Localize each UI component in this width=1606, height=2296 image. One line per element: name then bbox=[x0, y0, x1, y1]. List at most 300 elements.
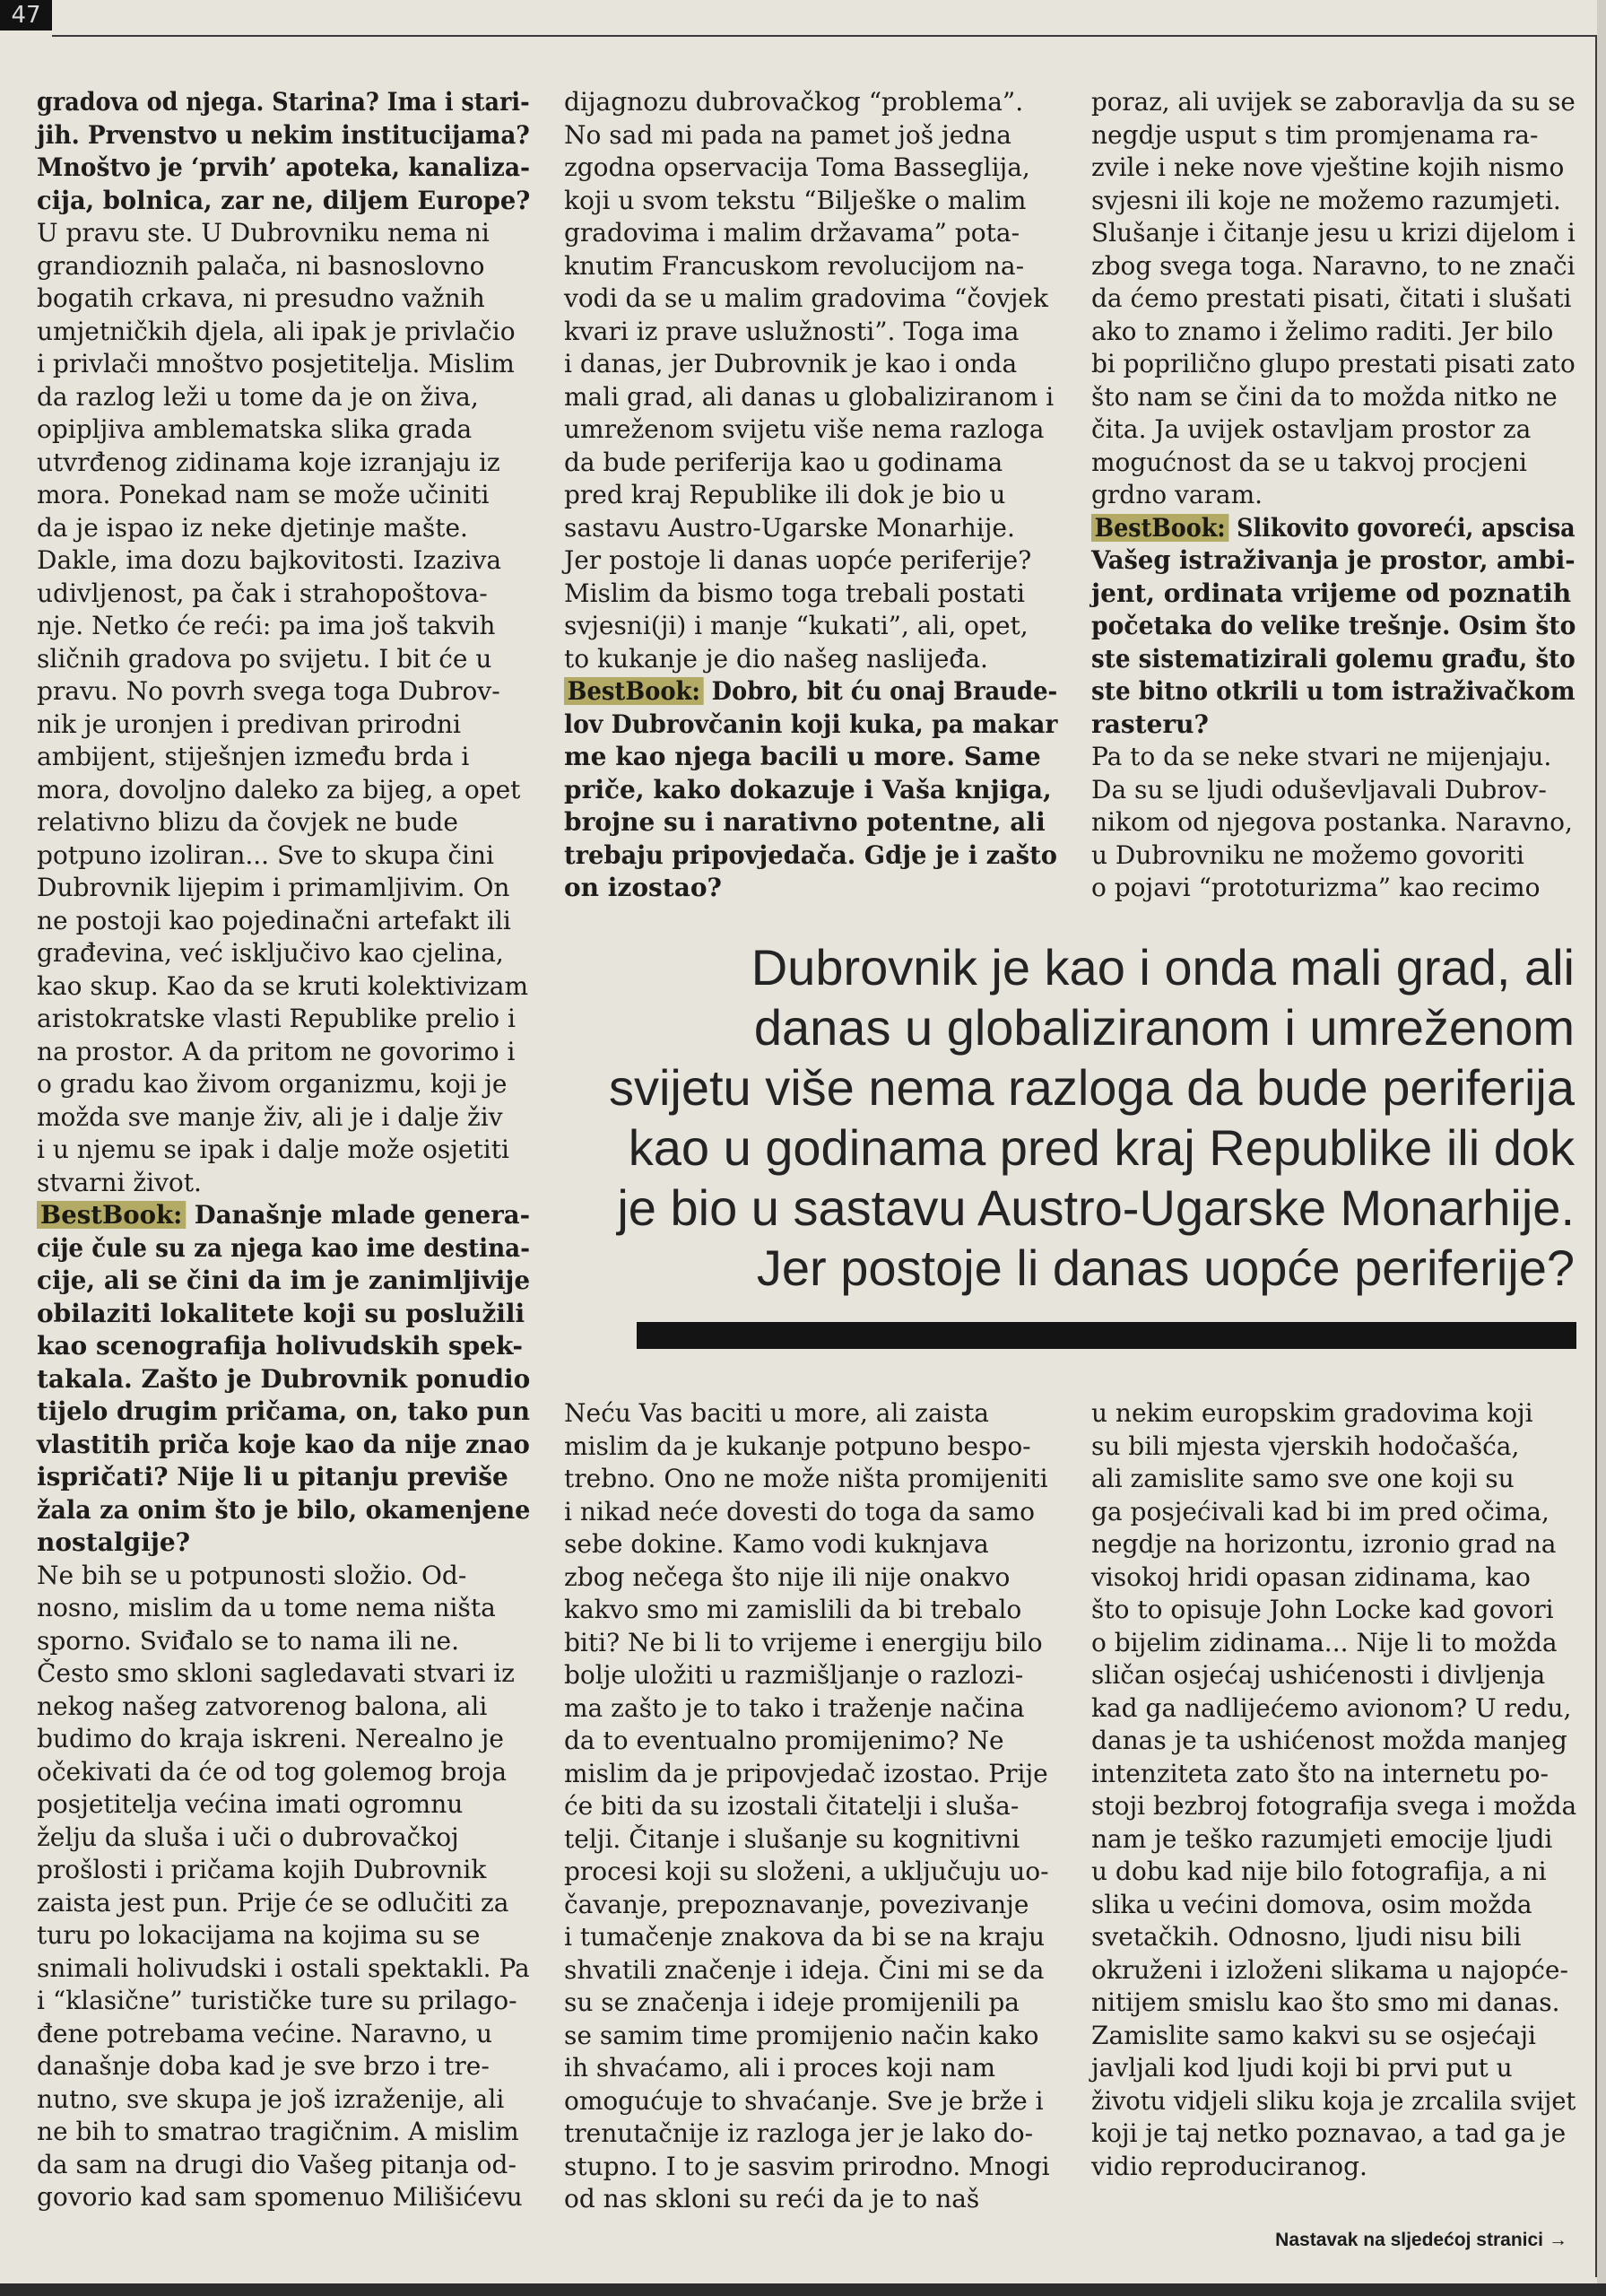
line-text: ne bih to smatrao tragičnim. A mislim bbox=[37, 2117, 519, 2146]
line-text: današnje doba kad je sve brzo i tre- bbox=[37, 2051, 490, 2081]
question-line bbox=[564, 774, 1057, 807]
line-text: Dobro, bit ću onaj Braude- bbox=[711, 676, 1058, 706]
article-line bbox=[37, 250, 530, 283]
line-text: relativno blizu da čovjek ne bude bbox=[37, 807, 458, 837]
line-text: na prostor. A da pritom ne govorimo i bbox=[37, 1036, 516, 1066]
article-line bbox=[1091, 348, 1576, 381]
article-line bbox=[564, 1790, 1057, 1823]
article-line bbox=[1091, 2085, 1576, 2118]
line-text: Ne bih se u potpunosti složio. Od- bbox=[37, 1560, 467, 1590]
article-line bbox=[564, 1627, 1057, 1660]
line-text: i “klasične” turističke ture su prilago- bbox=[37, 1986, 517, 2015]
line-text: trenutačnije iz razloga jer je lako do- bbox=[564, 2118, 1034, 2148]
line-text: u dobu kad nije bilo fotografija, a ni bbox=[1091, 1857, 1547, 1886]
article-line bbox=[564, 1987, 1057, 2020]
article-line bbox=[37, 741, 530, 774]
line-text: prošlosti i pričama kojih Dubrovnik bbox=[37, 1855, 487, 1884]
line-text: gradova od njega. Starina? Ima i stari- bbox=[37, 87, 530, 117]
article-line bbox=[564, 1889, 1057, 1922]
line-text: svetačkih. Odnosno, ljudi nisu bili bbox=[1091, 1922, 1522, 1952]
line-text: ispričati? Nije li u pitanju previše bbox=[37, 1462, 508, 1492]
line-text: o bijelim zidinama... Nije li to možda bbox=[1091, 1627, 1558, 1657]
header-rule bbox=[52, 35, 1596, 37]
article-line bbox=[1091, 479, 1576, 512]
article-line bbox=[37, 1625, 530, 1658]
line-text: rasteru? bbox=[1091, 709, 1209, 739]
line-text: se samim time promijenio način kako bbox=[564, 2020, 1039, 2050]
line-text: bolje uložiti u razmišljanje o razlozi- bbox=[564, 1660, 1024, 1690]
article-line bbox=[37, 643, 530, 676]
article-line bbox=[564, 2052, 1057, 2085]
line-text: vidio reproduciranog. bbox=[1091, 2151, 1367, 2181]
question-line bbox=[37, 1265, 531, 1298]
line-text: stupno. I to je sasvim prirodno. Mnogi bbox=[564, 2151, 1050, 2181]
question-line bbox=[37, 185, 531, 218]
line-text: Mnoštvo je ‘prvih’ apoteka, kanaliza- bbox=[37, 152, 531, 182]
line-text: kad ga nadlijećemo avionom? U redu, bbox=[1091, 1692, 1572, 1723]
article-line bbox=[37, 905, 530, 938]
column-1 bbox=[37, 86, 530, 2214]
line-text: trebno. Ono ne može ništa promijeniti bbox=[564, 1464, 1048, 1493]
line-text: trebaju pripovjedača. Gdje je i zašto bbox=[564, 839, 1057, 870]
article-line bbox=[37, 1723, 530, 1756]
article-line bbox=[1091, 1496, 1576, 1529]
article-line bbox=[37, 2181, 530, 2214]
line-text: Dubrovnik lijepim i primamljivim. On bbox=[37, 873, 510, 902]
line-text: životu vidjeli sliku koja je zrcalila svijet bbox=[1091, 2085, 1576, 2116]
question-line bbox=[564, 709, 1058, 742]
article-line bbox=[1091, 1594, 1576, 1627]
line-text: to kukanje je dio našeg naslijeđa. bbox=[564, 643, 988, 674]
bestbook-label: BestBook: bbox=[1091, 514, 1228, 542]
line-text: početaka do velike trešnje. Osim što bbox=[1091, 611, 1576, 640]
article-line bbox=[37, 1592, 530, 1625]
line-text: zvile i neke nove vještine kojih nismo bbox=[1091, 152, 1565, 182]
article-line bbox=[37, 1756, 530, 1789]
line-text: posjetitelja većina imati ogromnu bbox=[37, 1789, 464, 1819]
page-border-right bbox=[1595, 35, 1597, 2277]
answer-paragraph bbox=[1091, 1397, 1576, 2183]
article-line bbox=[37, 1854, 530, 1887]
answer-paragraph bbox=[1091, 86, 1576, 512]
line-text: ne postoji kao pojedinačni artefakt ili bbox=[37, 905, 511, 935]
article-line bbox=[37, 774, 530, 807]
line-text: mali grad, ali danas u globaliziranom i bbox=[564, 381, 1055, 412]
line-text: sličan osjećaj ushićenosti i divljenja bbox=[1091, 1660, 1546, 1690]
question-line bbox=[1091, 578, 1576, 611]
question-line bbox=[1091, 610, 1576, 643]
line-text: dijagnozu dubrovačkog “problema”. bbox=[564, 87, 1024, 117]
line-text: i tumačenje znakova da bi se na kraju bbox=[564, 1922, 1046, 1952]
line-text: bogatih crkava, ni presudno važnih bbox=[37, 283, 485, 313]
line-text: i privlači mnoštvo posjetitelja. Mislim bbox=[37, 349, 515, 378]
article-line bbox=[564, 86, 1057, 119]
column-3-top bbox=[1091, 86, 1576, 905]
line-text: cija, bolnica, zar ne, diljem Europe? bbox=[37, 185, 531, 215]
article-line bbox=[1091, 1758, 1576, 1791]
line-text: su se značenja i ideje promijenili pa bbox=[564, 1987, 1020, 2017]
line-text: mislim da je pripovjedač izostao. Prije bbox=[564, 1758, 1048, 1788]
line-text: jent, ordinata vrijeme od poznatih bbox=[1091, 578, 1572, 608]
article-line bbox=[1091, 152, 1576, 185]
line-text: ste bitno otkrili u tom istraživačkom bbox=[1091, 676, 1576, 706]
article-line bbox=[37, 675, 530, 709]
article-line bbox=[564, 1594, 1057, 1627]
article-line bbox=[564, 1528, 1057, 1561]
article-line bbox=[1091, 447, 1576, 480]
article-line bbox=[37, 709, 530, 742]
line-text: nje. Netko će reći: pa ima još takvih bbox=[37, 611, 496, 640]
page-number: 47 bbox=[0, 0, 52, 30]
line-text: Dakle, ima dozu bajkovitosti. Izaziva bbox=[37, 545, 502, 575]
article-line bbox=[37, 512, 530, 545]
article-line bbox=[1091, 1856, 1576, 1889]
article-line bbox=[564, 1758, 1057, 1791]
article-line bbox=[37, 316, 530, 349]
line-text: čita. Ja uvijek ostavljam prostor za bbox=[1091, 414, 1532, 444]
article-line bbox=[1091, 283, 1576, 316]
answer-paragraph bbox=[37, 217, 530, 1199]
line-text: da je ispao iz neke djetinje mašte. bbox=[37, 512, 468, 543]
pull-quote-line: danas u globaliziranom i umreženom bbox=[753, 999, 1575, 1056]
article-line bbox=[37, 479, 530, 512]
article-line bbox=[564, 2151, 1057, 2184]
line-text: Pa to da se neke stvari ne mijenjaju. bbox=[1091, 742, 1552, 771]
line-text: potpuno izoliran... Sve to skupa čini bbox=[37, 839, 494, 870]
line-text: kao scenografija holivudskih spek- bbox=[37, 1331, 523, 1361]
article-line bbox=[37, 937, 530, 970]
article-line bbox=[1091, 1561, 1576, 1595]
article-line bbox=[1091, 1397, 1576, 1431]
continued-label: Nastavak na sljedećoj stranici bbox=[1275, 2230, 1543, 2250]
bestbook-label: BestBook: bbox=[564, 677, 704, 705]
column-2-bottom bbox=[564, 1397, 1057, 2216]
line-text: mislim da je kukanje potpuno bespo- bbox=[564, 1431, 1031, 1461]
line-text: nam je teško razumjeti emocije ljudi bbox=[1091, 1823, 1553, 1854]
line-text: ih shvaćamo, ali i proces koji nam bbox=[564, 2053, 996, 2083]
article-line bbox=[37, 1788, 530, 1822]
answer-paragraph bbox=[37, 1560, 530, 2214]
article-line bbox=[1091, 1954, 1576, 1987]
question-line bbox=[564, 741, 1057, 774]
line-text: sličnih gradova po svijetu. I bit će u bbox=[37, 643, 492, 674]
article-line bbox=[564, 479, 1057, 512]
line-text: u nekim europskim gradovima koji bbox=[1091, 1398, 1533, 1428]
line-text: aristokratske vlasti Republike prelio i bbox=[37, 1004, 516, 1033]
line-text: žala za onim što je bilo, okamenjene bbox=[37, 1494, 531, 1525]
answer-paragraph bbox=[564, 1397, 1057, 2216]
pull-quote-line: svijetu više nema razloga da bude periferija bbox=[608, 1059, 1575, 1116]
question-line bbox=[37, 1526, 530, 1560]
article-line bbox=[37, 1822, 530, 1855]
line-text: da bude periferija kao u godinama bbox=[564, 447, 1003, 477]
line-text: Često smo skloni sagledavati stvari iz bbox=[37, 1658, 515, 1688]
line-text: bi poprilično glupo prestati pisati zato bbox=[1091, 349, 1576, 378]
line-text: negdje na horizontu, izronio grad na bbox=[1091, 1529, 1557, 1559]
line-text: on izostao? bbox=[564, 873, 722, 902]
article-line bbox=[1091, 119, 1576, 152]
article-line bbox=[564, 250, 1057, 283]
article-line bbox=[564, 283, 1057, 316]
line-text: stvarni život. bbox=[37, 1167, 202, 1197]
line-text: gradovima i malim državama” pota- bbox=[564, 218, 1020, 248]
line-text: Vašeg istraživanja je prostor, ambi- bbox=[1091, 545, 1576, 575]
line-text: đene potrebama većine. Naravno, u bbox=[37, 2018, 492, 2048]
line-text: ga posjećivali kad bi im pred očima, bbox=[1091, 1496, 1550, 1526]
question-line bbox=[37, 1461, 530, 1494]
line-text: zbog nečega što nije ili nije onakvo bbox=[564, 1561, 1011, 1592]
line-text: intenziteta zato što na internetu po- bbox=[1091, 1758, 1549, 1788]
question-line bbox=[37, 1232, 531, 1265]
answer-paragraph bbox=[1091, 741, 1576, 905]
article-line bbox=[37, 544, 530, 578]
column-2-top bbox=[564, 86, 1057, 905]
article-line bbox=[564, 512, 1057, 545]
line-text: što to opisuje John Locke kad govori bbox=[1091, 1595, 1554, 1624]
line-text: o gradu kao živom organizmu, koji je bbox=[37, 1069, 508, 1099]
line-text: No sad mi pada na pamet još jedna bbox=[564, 119, 1011, 150]
line-text: takala. Zašto je Dubrovnik ponudio bbox=[37, 1363, 531, 1394]
article-line bbox=[37, 2018, 530, 2051]
line-text: zaista jest pun. Prije će se odlučiti za bbox=[37, 1887, 509, 1918]
article-line bbox=[37, 2050, 530, 2083]
article-line bbox=[1091, 413, 1576, 447]
interview-question bbox=[37, 1199, 530, 1560]
line-text: ali zamislite samo sve one koji su bbox=[1091, 1464, 1515, 1493]
article-line bbox=[37, 872, 530, 905]
line-text: i nikad neće dovesti do toga da samo bbox=[564, 1496, 1036, 1526]
article-line bbox=[1091, 741, 1576, 774]
article-line bbox=[37, 1560, 530, 1593]
article-line bbox=[1091, 1528, 1576, 1561]
article-line bbox=[564, 217, 1057, 250]
article-line bbox=[1091, 381, 1576, 414]
line-text: lov Dubrovčanin koji kuka, pa makar bbox=[564, 709, 1058, 739]
line-text: očekivati da će od tog golemog broja bbox=[37, 1756, 508, 1787]
line-text: opipljiva amblematska slika grada bbox=[37, 414, 473, 444]
continued-note bbox=[1275, 2228, 1567, 2253]
scan-edge-bottom bbox=[0, 2283, 1606, 2296]
article-line bbox=[564, 643, 1057, 676]
line-text: da ćemo prestati pisati, čitati i slušati bbox=[1091, 283, 1572, 313]
article-line bbox=[1091, 1823, 1576, 1857]
article-line bbox=[1091, 185, 1576, 218]
article-line bbox=[37, 1134, 530, 1167]
article-line bbox=[564, 544, 1057, 578]
line-text: u Dubrovniku ne možemo govoriti bbox=[1091, 839, 1524, 870]
article-line bbox=[564, 1725, 1057, 1758]
question-line bbox=[1091, 512, 1576, 545]
line-text: javljali kod ljudi koji bi prvi put u bbox=[1091, 2053, 1513, 2083]
bestbook-label: BestBook: bbox=[37, 1201, 186, 1229]
line-text: brojne su i narativno potentne, ali bbox=[564, 807, 1046, 837]
line-text: udivljenost, pa čak i strahopoštova- bbox=[37, 578, 488, 608]
article-line bbox=[37, 610, 530, 643]
article-line bbox=[37, 2083, 530, 2117]
line-text: danas je ta ushićenost možda manjeg bbox=[1091, 1726, 1567, 1755]
article-line bbox=[1091, 1921, 1576, 1954]
article-line bbox=[1091, 217, 1576, 250]
question-line bbox=[1091, 709, 1576, 742]
article-line bbox=[1091, 1659, 1576, 1692]
question-line bbox=[37, 1363, 531, 1396]
line-text: me kao njega bacili u more. Same bbox=[564, 742, 1041, 771]
line-text: obilaziti lokalitete koji su poslužili bbox=[37, 1298, 525, 1328]
line-text: čavanje, prepoznavanje, povezivanje bbox=[564, 1889, 1029, 1919]
pull-quote-line: Dubrovnik je kao i onda mali grad, ali bbox=[751, 939, 1575, 996]
question-line bbox=[37, 86, 530, 119]
line-text: jih. Prvenstvo u nekim institucijama? bbox=[37, 119, 530, 150]
article-line bbox=[1091, 1431, 1576, 1464]
article-line bbox=[1091, 250, 1574, 283]
line-text: zgodna opservacija Toma Basseglija, bbox=[564, 152, 1030, 182]
question-line bbox=[37, 1494, 531, 1527]
article-line bbox=[564, 119, 1057, 152]
article-line bbox=[564, 1496, 1057, 1529]
question-line bbox=[37, 119, 530, 152]
pull-quote-line: Jer postoje li danas uopće periferije? bbox=[756, 1239, 1575, 1296]
line-text: kao skup. Kao da se kruti kolektivizam bbox=[37, 970, 529, 1001]
pull-quote-rule bbox=[637, 1322, 1576, 1349]
article-line bbox=[564, 152, 1057, 185]
article-line bbox=[1091, 2020, 1576, 2053]
article-line bbox=[564, 578, 1057, 611]
article-line bbox=[1091, 2151, 1576, 2184]
line-text: Neću Vas baciti u more, ali zaista bbox=[564, 1398, 989, 1428]
line-text: kvari iz prave uslužnosti”. Toga ima bbox=[564, 316, 1020, 346]
line-text: nik je uronjen i predivan prirodni bbox=[37, 709, 461, 739]
line-text: građevina, već isključivo kao cjelina, bbox=[37, 938, 504, 968]
question-line bbox=[1091, 675, 1576, 709]
article-line bbox=[1091, 1987, 1576, 2020]
line-text: Slušanje i čitanje jesu u krizi dijelom i bbox=[1091, 218, 1576, 248]
line-text: mora. Ponekad nam se može učiniti bbox=[37, 480, 490, 509]
line-text: stoji bezbroj fotografija svega i možda bbox=[1091, 1791, 1577, 1821]
line-text: Mislim da bismo toga trebali postati bbox=[564, 578, 1025, 608]
line-text: omogućuje to shvaćanje. Sve je brže i bbox=[564, 2085, 1044, 2116]
line-text: vodi da se u malim gradovima “čovjek bbox=[564, 283, 1048, 313]
question-line bbox=[1091, 643, 1576, 676]
question-line bbox=[37, 152, 531, 185]
article-line bbox=[1091, 1463, 1576, 1496]
article-line bbox=[1091, 316, 1576, 349]
line-text: nosno, mislim da u tome nema ništa bbox=[37, 1593, 496, 1622]
scan-edge-right bbox=[1597, 0, 1606, 2283]
line-text: svjesni(ji) i manje “kukati”, ali, opet, bbox=[564, 611, 1029, 640]
interview-question bbox=[37, 86, 530, 217]
line-text: negdje usput s tim promjenama ra- bbox=[1091, 119, 1539, 150]
article-line bbox=[564, 381, 1057, 414]
line-text: želju da sluša i uči o dubrovačkoj bbox=[37, 1822, 459, 1852]
line-text: sastavu Austro-Ugarske Monarhije. bbox=[564, 512, 1015, 543]
article-line bbox=[564, 1397, 1057, 1431]
line-text: poraz, ali uvijek se zaboravlja da su se bbox=[1091, 87, 1576, 117]
line-text: pred kraj Republike ili dok je bio u bbox=[564, 480, 1006, 509]
article-line bbox=[564, 2085, 1057, 2118]
article-line bbox=[37, 381, 530, 414]
line-text: grandioznih palača, ni basnoslovno bbox=[37, 250, 485, 281]
line-text: zbog svega toga. Naravno, to ne znači bbox=[1091, 250, 1576, 281]
article-line bbox=[1091, 839, 1576, 873]
line-text: umreženom svijetu više nema razloga bbox=[564, 414, 1045, 444]
line-text: Da su se ljudi oduševljavali Dubrov- bbox=[1091, 774, 1547, 804]
line-text: knutim Francuskom revolucijom na- bbox=[564, 250, 1025, 281]
line-text: grdno varam. bbox=[1091, 480, 1263, 509]
question-line bbox=[37, 1330, 530, 1363]
article-line bbox=[1091, 2052, 1576, 2085]
line-text: i u njemu se ipak i dalje može osjetiti bbox=[37, 1135, 509, 1164]
line-text: koji je taj netko poznavao, a tad ga je bbox=[1091, 2118, 1567, 2148]
question-line bbox=[1091, 544, 1576, 578]
line-text: ako to znamo i želimo raditi. Jer bilo bbox=[1091, 316, 1554, 346]
line-text: govorio kad sam spomenuo Milišićevu bbox=[37, 2182, 523, 2212]
article-line bbox=[37, 578, 530, 611]
line-text: nekog našeg zatvorenog balona, ali bbox=[37, 1691, 488, 1721]
article-line bbox=[564, 2020, 1057, 2053]
article-line bbox=[37, 839, 530, 873]
line-text: snimali holivudski i ostali spektakli. Pa bbox=[37, 1952, 530, 1983]
line-text: su bili mjesta vjerskih hodočašća, bbox=[1091, 1431, 1520, 1461]
article-line bbox=[1091, 774, 1576, 807]
question-line bbox=[37, 1429, 530, 1462]
article-line bbox=[564, 1463, 1057, 1496]
article-line bbox=[37, 1101, 530, 1135]
line-text: visokoj hridi opasan zidinama, kao bbox=[1091, 1561, 1531, 1592]
line-text: shvatili značenje i ideja. Čini mi se da bbox=[564, 1954, 1045, 1985]
line-text: turu po lokacijama na kojima su se bbox=[37, 1920, 481, 1950]
line-text: da to eventualno promijenimo? Ne bbox=[564, 1726, 1004, 1755]
line-text: procesi koji su složeni, a uključuju uo- bbox=[564, 1857, 1049, 1886]
question-line bbox=[564, 806, 1057, 839]
line-text: nikom od njegova postanka. Naravno, bbox=[1091, 807, 1573, 837]
article-line bbox=[37, 970, 530, 1004]
article-line bbox=[1091, 1790, 1576, 1823]
article-line bbox=[564, 413, 1057, 447]
article-line bbox=[564, 1921, 1057, 1954]
line-text: mora, dovoljno daleko za bijeg, a opet bbox=[37, 774, 521, 804]
article-line bbox=[564, 1659, 1057, 1692]
article-line bbox=[564, 2183, 1057, 2216]
article-line bbox=[564, 2118, 1057, 2151]
pull-quote bbox=[574, 937, 1575, 1298]
interview-question bbox=[1091, 512, 1576, 742]
article-line bbox=[37, 1167, 530, 1200]
line-text: biti? Ne bi li to vrijeme i energiju bilo bbox=[564, 1627, 1043, 1657]
line-text: U pravu ste. U Dubrovniku nema ni bbox=[37, 218, 490, 248]
line-text: od nas skloni su reći da je to naš bbox=[564, 2184, 980, 2213]
article-line bbox=[1091, 2118, 1576, 2151]
line-text: Današnje mlade genera- bbox=[194, 1200, 531, 1230]
line-text: cije, ali se čini da im je zanimljivije bbox=[37, 1265, 531, 1295]
question-line bbox=[37, 1298, 530, 1331]
line-text: nutno, sve skupa je još izraženije, ali bbox=[37, 2083, 505, 2114]
article-line bbox=[37, 1003, 530, 1036]
interview-question bbox=[564, 675, 1057, 905]
line-text: okruženi i izloženi slikama u najopće- bbox=[1091, 1954, 1568, 1985]
question-line bbox=[37, 1199, 531, 1232]
article-line bbox=[37, 1985, 530, 2018]
article-line bbox=[37, 217, 530, 250]
line-text: Jer postoje li danas uopće periferije? bbox=[564, 545, 1032, 575]
pull-quote-line: je bio u sastavu Austro-Ugarske Monarhije. bbox=[617, 1179, 1575, 1236]
question-line bbox=[37, 1396, 530, 1429]
article-line bbox=[37, 348, 530, 381]
article-line bbox=[37, 1036, 530, 1069]
line-text: vlastitih priča koje kao da nije znao bbox=[37, 1429, 530, 1459]
pull-quote-line: kao u godinama pred kraj Republike ili dok bbox=[628, 1119, 1575, 1176]
article-line bbox=[564, 1856, 1057, 1889]
article-line bbox=[1091, 806, 1576, 839]
